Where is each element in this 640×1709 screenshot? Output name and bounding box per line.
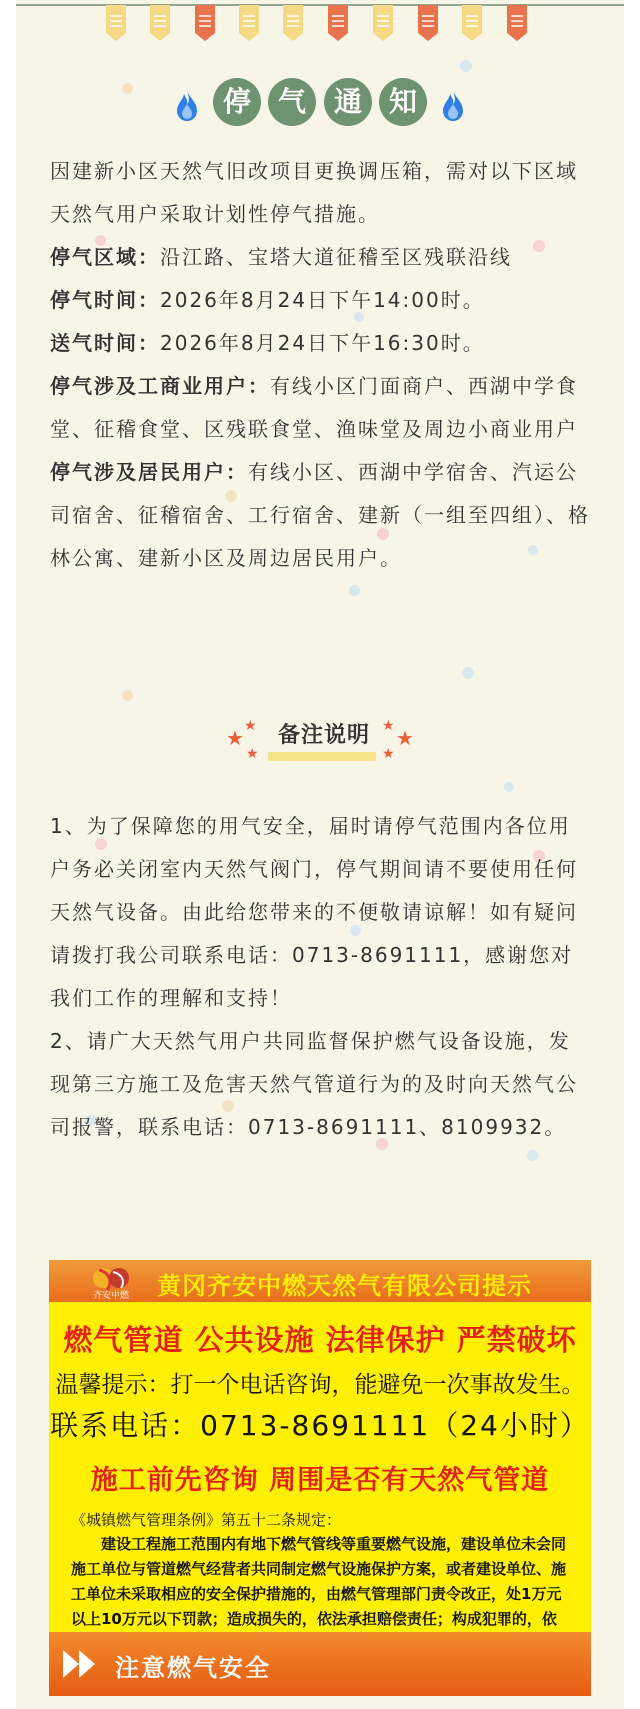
notice-commercial [50,365,590,451]
bunting-flag [373,5,393,41]
chevron-right-icon [79,1650,95,1678]
remark-item-1: 1、为了保障您的用气安全，届时请停气范围内各位用户务必关闭室内天然气阀门，停气期间请不要使用任何天然气设备。由此给您带来的不便敬请谅解！如有疑问请拨打我公司联系电话：0713-8691111，感谢您对我们工作的理解和支持！ [50,814,578,1010]
notice-title [0,78,640,130]
banner-phone: 联系电话：0713-8691111（24小时） [50,1409,590,1442]
logo-text: 齐安中燃 [92,1291,129,1301]
resume-time-label: 送气时间： [50,331,160,355]
title-char: 知 [379,78,427,126]
bunting-flag [239,5,259,41]
area-value: 沿江路、宝塔大道征稽至区残联沿线 [160,245,512,269]
footer-text: 注意燃气安全 [115,1654,271,1682]
star-icon: ★ [244,718,257,734]
title-char: 通 [324,78,372,126]
commercial-label: 停气涉及工商业用户： [50,374,270,398]
bunting-flag [507,5,527,41]
decor-dot [460,60,472,72]
bunting-flag [462,5,482,41]
notice-stop-time [50,279,590,322]
area-label: 停气区域： [50,245,160,269]
banner-header [49,1260,591,1302]
decor-dot [122,690,133,701]
company-name: 黄冈齐安中燃天然气有限公司提示 [157,1271,532,1300]
bunting-flag [195,5,215,41]
title-char: 气 [268,78,316,126]
notice-area [50,236,590,279]
notice-body [50,150,590,580]
notice-intro: 因建新小区天然气旧改项目更换调压箱，需对以下区域天然气用户采取计划性停气措施。 [50,159,578,226]
star-icon: ★ [226,726,244,750]
commercial-value: 有线小区门面商户、西湖中学食堂、征稽食堂、区残联食堂、渔味堂及周边小商业用户 [50,374,578,441]
bunting-flag [418,5,438,41]
residential-label: 停气涉及居民用户： [50,460,248,484]
banner-tip: 温馨提示：打一个电话咨询，能避免一次事故发生。 [55,1372,585,1398]
notice-resume-time [50,322,590,365]
regulation-body: 建设工程施工范围内有地下燃气管线等重要燃气设施，建设单位未会同施工单位与管道燃气经营者共同制定燃气设施保护方案，或者建设单位、施工单位未采取相应的安全保护措施的，由燃气管理部门责令改正，处1万元以上10万元以下罚款；造成损失的，依法承担赔偿责任；构成犯罪的，依 [71,1535,567,1628]
star-icon: ★ [382,746,395,762]
resume-time-value: 2026年8月24日下午16:30时。 [160,331,485,355]
residential-value: 有线小区、西湖中学宿舍、汽运公司宿舍、征稽宿舍、工行宿舍、建新（一组至四组）、格林公寓、建新小区及周边居民用户。 [50,460,590,570]
safety-banner [49,1260,591,1696]
star-icon: ★ [246,746,259,762]
bunting-flag [328,5,348,41]
stop-time-label: 停气时间： [50,288,160,312]
decor-dot [349,585,360,596]
remarks-underline [268,752,376,761]
bunting-flag [106,5,126,41]
decor-dot [527,1150,538,1161]
flame-icon [176,90,198,122]
flame-icon [442,90,464,122]
bunting-flag [150,5,170,41]
remark-item-2: 2、请广大天然气用户共同监督保护燃气设备设施，发现第三方施工及危害天然气管道行为的及时向天然气公司报警，联系电话：0713-8691111、8109932。 [50,1029,578,1139]
stop-time-value: 2026年8月24日下午14:00时。 [160,288,485,312]
regulation-title: 《城镇燃气管理条例》第五十二条规定： [71,1511,342,1529]
banner-footer [49,1632,591,1696]
notice-residential [50,451,590,580]
remarks-title: 备注说明 [277,723,370,748]
star-icon: ★ [396,726,414,750]
decor-dot [462,667,474,679]
chevron-right-icon [63,1650,79,1678]
banner-consult: 施工前先咨询 周围是否有天然气管道 [90,1465,550,1496]
remarks-heading [0,710,640,766]
remarks-body [50,805,592,1149]
bunting-flag [283,5,303,41]
decor-dot [504,782,514,792]
star-icon: ★ [382,718,395,734]
banner-slogan: 燃气管道 公共设施 法律保护 严禁破坏 [63,1323,577,1357]
title-char: 停 [213,78,261,126]
